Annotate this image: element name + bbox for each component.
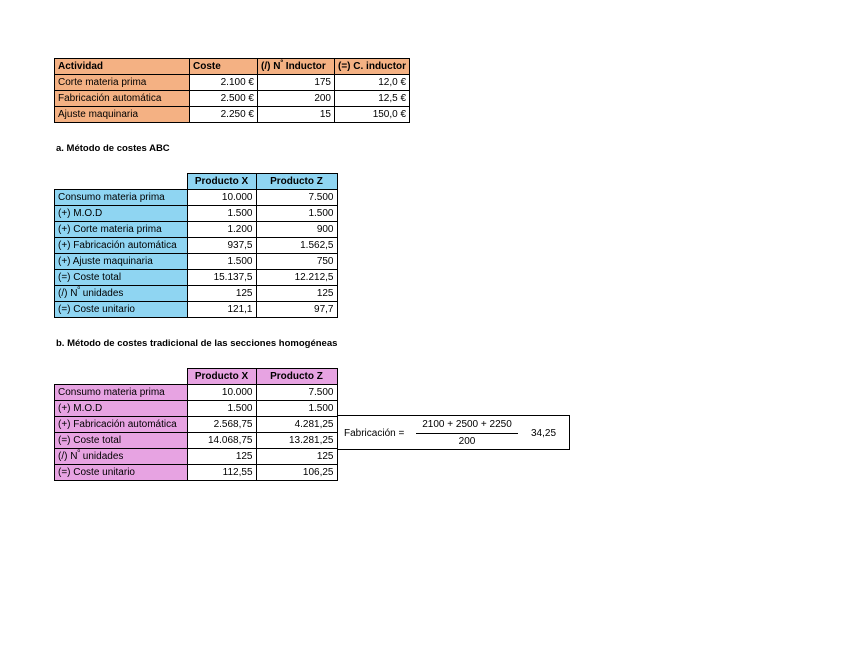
row-label: (+) Ajuste maquinaria xyxy=(55,254,188,270)
cell-coste: 2.500 € xyxy=(190,91,258,107)
header-producto-z: Producto Z xyxy=(256,369,337,385)
table-row xyxy=(55,465,338,481)
cell-producto-z: 1.562,5 xyxy=(256,238,337,254)
cell-producto-z: 12.212,5 xyxy=(256,270,337,286)
section-a-title: a. Método de costes ABC xyxy=(56,143,170,154)
header-empty xyxy=(55,369,188,385)
cell-producto-z: 125 xyxy=(256,286,337,302)
table-row xyxy=(55,91,410,107)
header-actividad: Actividad xyxy=(55,59,190,75)
cell-producto-x: 121,1 xyxy=(187,302,256,318)
header-producto-x: Producto X xyxy=(187,174,256,190)
cell-producto-x: 1.200 xyxy=(187,222,256,238)
header-n-inductor: (/) $N^º$ Inductor xyxy=(258,59,335,75)
header-producto-z: Producto Z xyxy=(256,174,337,190)
cell-producto-z: 4.281,25 xyxy=(256,417,337,433)
cell-producto-x: 937,5 xyxy=(187,238,256,254)
row-label: Fabricación automática xyxy=(55,91,190,107)
row-label: (=) Coste unitario xyxy=(55,465,188,481)
cell-producto-x: 2.568,75 xyxy=(187,417,256,433)
cell-n-inductor: 175 xyxy=(258,75,335,91)
table-row xyxy=(55,75,410,91)
cell-producto-x: 112,55 xyxy=(187,465,256,481)
activity-cost-table xyxy=(54,58,410,123)
section-b-title: b. Método de costes tradicional de las secciones homogéneas xyxy=(56,338,338,349)
cell-n-inductor: 200 xyxy=(258,91,335,107)
table-row xyxy=(55,433,338,449)
table-row xyxy=(55,270,338,286)
table-header-row xyxy=(55,369,338,385)
cell-producto-x: 10.000 xyxy=(187,190,256,206)
cell-coste: 2.100 € xyxy=(190,75,258,91)
header-coste: Coste xyxy=(190,59,258,75)
row-label: Corte materia prima xyxy=(55,75,190,91)
cell-producto-x: 125 xyxy=(187,449,256,465)
formula-result: 34,25 xyxy=(531,428,557,439)
cell-producto-x: 15.137,5 xyxy=(187,270,256,286)
cell-producto-z: 900 xyxy=(256,222,337,238)
table-row xyxy=(55,401,338,417)
row-label: (=) Coste total xyxy=(55,270,188,286)
table-row xyxy=(55,206,338,222)
row-label: Consumo materia prima xyxy=(55,385,188,401)
fraction-bar xyxy=(416,433,518,434)
cell-producto-z: 13.281,25 xyxy=(256,433,337,449)
cell-c-inductor: 12,0 € xyxy=(335,75,410,91)
cell-producto-x: 10.000 xyxy=(187,385,256,401)
table-row xyxy=(55,222,338,238)
table-row xyxy=(55,417,338,433)
cell-producto-x: 14.068,75 xyxy=(187,433,256,449)
cell-coste: 2.250 € xyxy=(190,107,258,123)
cell-producto-z: 750 xyxy=(256,254,337,270)
table-row xyxy=(55,107,410,123)
row-label: (+) Corte materia prima xyxy=(55,222,188,238)
row-label: (/) $N^º$ unidades xyxy=(55,449,188,465)
table-row xyxy=(55,286,338,302)
cell-c-inductor: 150,0 € xyxy=(335,107,410,123)
table-row xyxy=(55,449,338,465)
row-label: (+) Fabricación automática xyxy=(55,238,188,254)
cell-producto-z: 1.500 xyxy=(256,206,337,222)
cell-c-inductor: 12,5 € xyxy=(335,91,410,107)
table-row xyxy=(55,254,338,270)
abc-cost-table xyxy=(54,173,338,318)
row-label: (/) $N^º$ unidades xyxy=(55,286,188,302)
traditional-cost-table xyxy=(54,368,338,481)
header-empty xyxy=(55,174,188,190)
row-label: (+) M.O.D xyxy=(55,401,188,417)
cell-producto-x: 1.500 xyxy=(187,206,256,222)
table-row xyxy=(55,190,338,206)
cell-producto-z: 7.500 xyxy=(256,190,337,206)
cell-producto-x: 1.500 xyxy=(187,254,256,270)
cell-producto-z: 1.500 xyxy=(256,401,337,417)
table-row xyxy=(55,302,338,318)
row-label: (+) Fabricación automática xyxy=(55,417,188,433)
cell-producto-x: 125 xyxy=(187,286,256,302)
cell-producto-z: 106,25 xyxy=(256,465,337,481)
cell-producto-z: 7.500 xyxy=(256,385,337,401)
cell-producto-z: 125 xyxy=(256,449,337,465)
table-row xyxy=(55,238,338,254)
cell-n-inductor: 15 xyxy=(258,107,335,123)
row-label: (=) Coste total xyxy=(55,433,188,449)
formula-denominator: 200 xyxy=(458,436,476,447)
table-header-row xyxy=(55,174,338,190)
formula-numerator: 2100 + 2500 + 2250 xyxy=(422,419,512,430)
header-producto-x: Producto X xyxy=(187,369,256,385)
table-row xyxy=(55,385,338,401)
header-c-inductor: (=) C. inductor xyxy=(335,59,410,75)
cell-producto-z: 97,7 xyxy=(256,302,337,318)
row-label: Ajuste maquinaria xyxy=(55,107,190,123)
row-label: Consumo materia prima xyxy=(55,190,188,206)
fabricacion-formula-box xyxy=(338,415,570,450)
cell-producto-x: 1.500 xyxy=(187,401,256,417)
table-header-row xyxy=(55,59,410,75)
formula-label: Fabricación = xyxy=(344,428,405,439)
row-label: (=) Coste unitario xyxy=(55,302,188,318)
row-label: (+) M.O.D xyxy=(55,206,188,222)
